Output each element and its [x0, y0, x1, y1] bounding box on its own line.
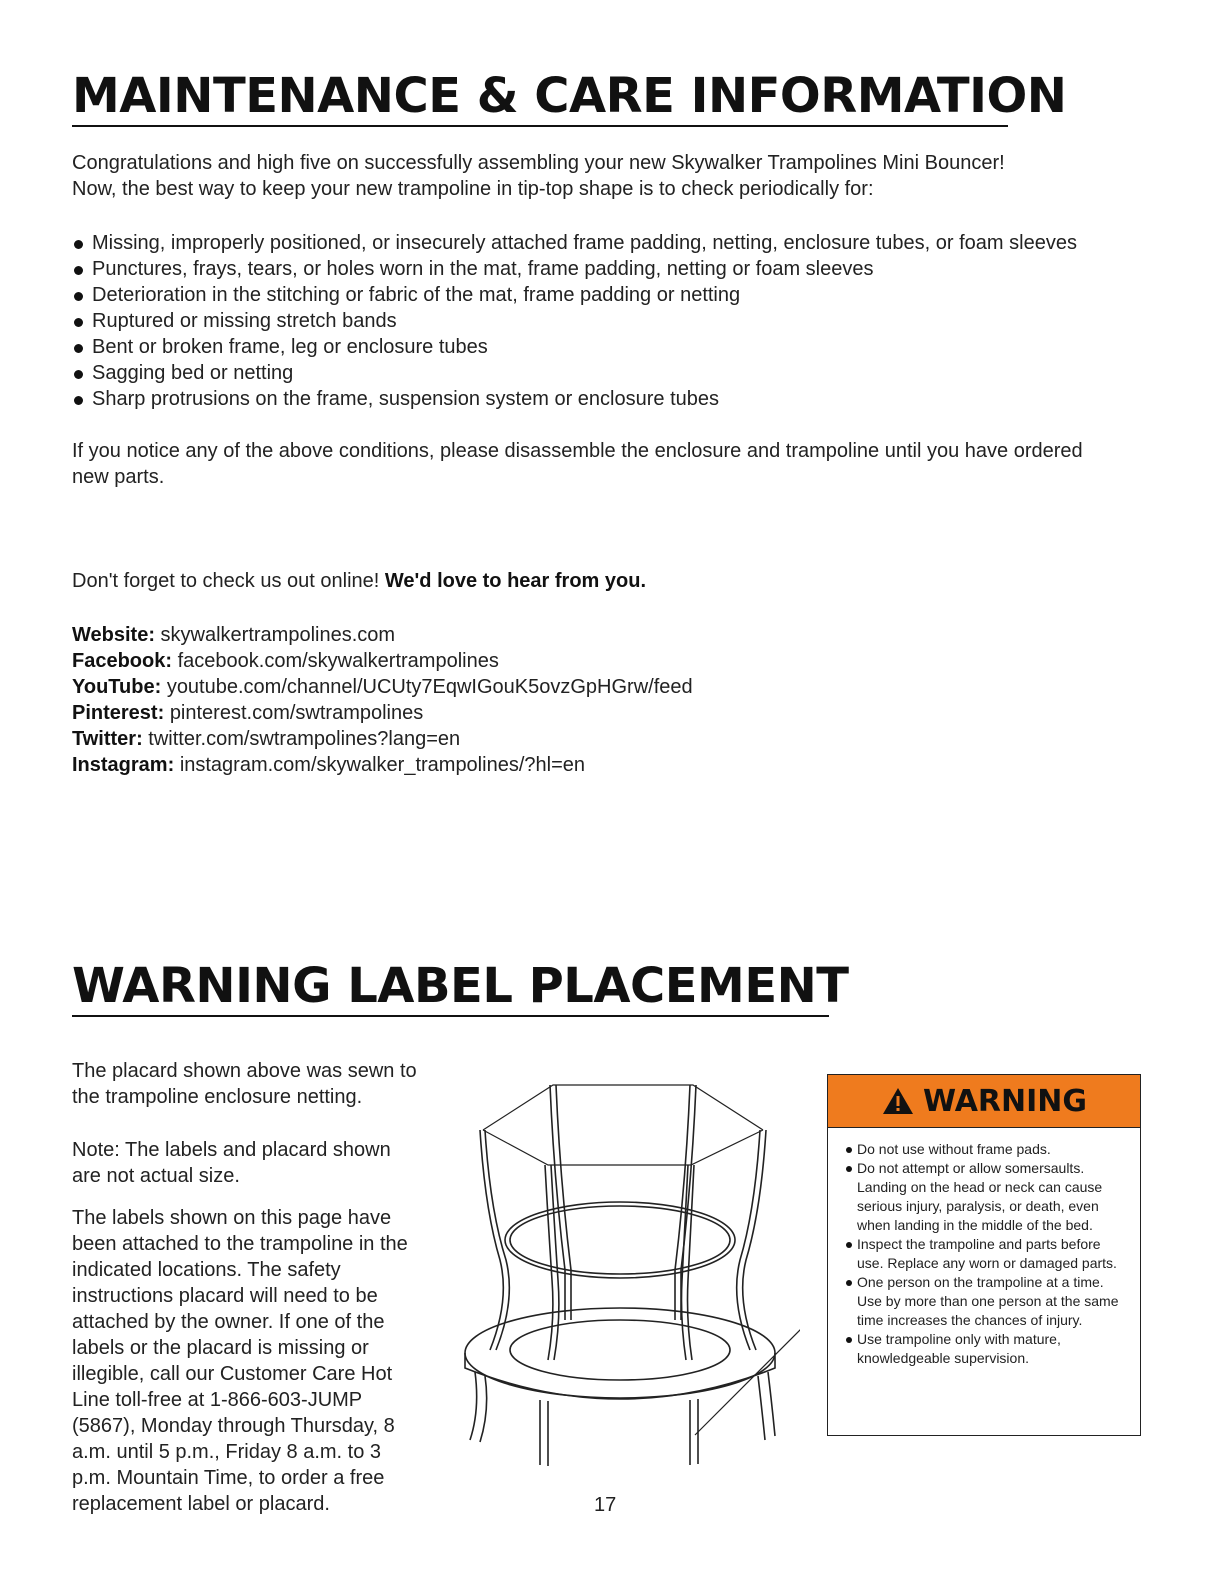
- maintenance-heading: MAINTENANCE & CARE INFORMATION: [72, 68, 1067, 124]
- warning-label: [827, 1074, 1141, 1436]
- list-item: Deterioration in the stitching or fabric of the mat, frame padding or netting: [72, 282, 1077, 308]
- warning-placement-heading: WARNING LABEL PLACEMENT: [72, 958, 849, 1014]
- leg: [690, 1399, 698, 1465]
- placard-paragraph: The placard shown above was sewn to the trampoline enclosure netting.: [72, 1060, 417, 1108]
- social-link[interactable]: skywalkertrampolines.com: [160, 624, 396, 646]
- social-row-website: [72, 622, 693, 648]
- inspection-checklist: [72, 230, 1077, 412]
- social-row-pinterest: [72, 700, 693, 726]
- social-label: YouTube:: [72, 676, 162, 698]
- social-link[interactable]: youtube.com/channel/UCUty7EqwIGouK5ovzGpHGrw/feed: [166, 676, 693, 698]
- social-label: Twitter:: [72, 728, 143, 750]
- list-item: Inspect the trampoline and parts before use. Replace any worn or damaged parts.: [846, 1235, 1126, 1273]
- warning-triangle-icon: [881, 1086, 915, 1116]
- notice-line-1: If you notice any of the above conditions, please disassemble the enclosure and trampoline until you have ordered: [72, 440, 1083, 462]
- intro-line-2: Now, the best way to keep your new trampoline in tip-top shape is to check periodically for:: [72, 178, 874, 200]
- heading-rule: [72, 1015, 829, 1017]
- list-item: One person on the trampoline at a time. Use by more than one person at the same time increases the chances of injury.: [846, 1273, 1126, 1330]
- labels-paragraph: The labels shown on this page have been attached to the trampoline in the indicated locations. The safety instructions placard will need to be attached by the owner. If one of the labels or the placard is missing or illegible, call our Customer Care Hot Line toll-free at 1-866-603-JUMP (5867), Monday through Thursday, 8 a.m. until 5 p.m., Friday 8 a.m. to 3 p.m. Mountain Time, to order a free replacement label or placard.: [72, 1207, 408, 1515]
- jump-mat: [510, 1320, 730, 1380]
- social-label: Facebook:: [72, 650, 173, 672]
- page-number: 17: [594, 1494, 617, 1516]
- social-row-instagram: [72, 752, 693, 778]
- social-label: Instagram:: [72, 754, 175, 776]
- note-paragraph: Note: The labels and placard shown are not actual size.: [72, 1139, 391, 1187]
- leg: [758, 1372, 775, 1440]
- social-link[interactable]: instagram.com/skywalker_trampolines/?hl=en: [179, 754, 585, 776]
- warning-header: [828, 1075, 1140, 1128]
- list-item: Sagging bed or netting: [72, 360, 1077, 386]
- social-label: Website:: [72, 624, 155, 646]
- online-bold-text: We'd love to hear from you.: [384, 570, 646, 592]
- list-item: Missing, improperly positioned, or insecurely attached frame padding, netting, enclosure tubes, or foam sleeves: [72, 230, 1077, 256]
- list-item: Sharp protrusions on the frame, suspension system or enclosure tubes: [72, 386, 1077, 412]
- social-row-facebook: [72, 648, 693, 674]
- social-row-twitter: [72, 726, 693, 752]
- social-label: Pinterest:: [72, 702, 165, 724]
- list-item: Bent or broken frame, leg or enclosure tubes: [72, 334, 1077, 360]
- enclosure-top-ring: [505, 1202, 735, 1278]
- leg: [470, 1372, 487, 1442]
- list-item: Use trampoline only with mature, knowledgeable supervision.: [846, 1330, 1126, 1368]
- list-item: Ruptured or missing stretch bands: [72, 308, 1077, 334]
- enclosure-pole: [737, 1130, 766, 1350]
- trampoline-diagram: [440, 1060, 800, 1490]
- online-callout: [72, 568, 646, 594]
- social-link[interactable]: twitter.com/swtrampolines?lang=en: [148, 728, 461, 750]
- net-top-line: [483, 1130, 763, 1165]
- notice-line-2: new parts.: [72, 466, 165, 488]
- social-row-youtube: [72, 674, 693, 700]
- net-top-line: [483, 1085, 763, 1130]
- warning-items: [828, 1140, 1140, 1368]
- social-link[interactable]: facebook.com/skywalkertrampolines: [177, 650, 499, 672]
- heading-rule: [72, 125, 1008, 127]
- leg: [540, 1400, 548, 1466]
- list-item: Do not use without frame pads.: [846, 1140, 1126, 1159]
- list-item: Do not attempt or allow somersaults. Landing on the head or neck can cause serious injury, paralysis, or death, even when landing in the middle of the bed.: [846, 1159, 1126, 1235]
- enclosure-top-ring-inner: [510, 1206, 730, 1274]
- frame-pad-side: [465, 1353, 775, 1399]
- intro-line-1: Congratulations and high five on successfully assembling your new Skywalker Trampolines Mini Bouncer!: [72, 152, 1005, 174]
- social-link[interactable]: pinterest.com/swtrampolines: [169, 702, 424, 724]
- warning-title: WARNING: [922, 1083, 1088, 1119]
- list-item: Punctures, frays, tears, or holes worn in the mat, frame padding, netting or foam sleeves: [72, 256, 1077, 282]
- social-links: [72, 622, 693, 778]
- online-text: Don't forget to check us out online!: [72, 570, 380, 592]
